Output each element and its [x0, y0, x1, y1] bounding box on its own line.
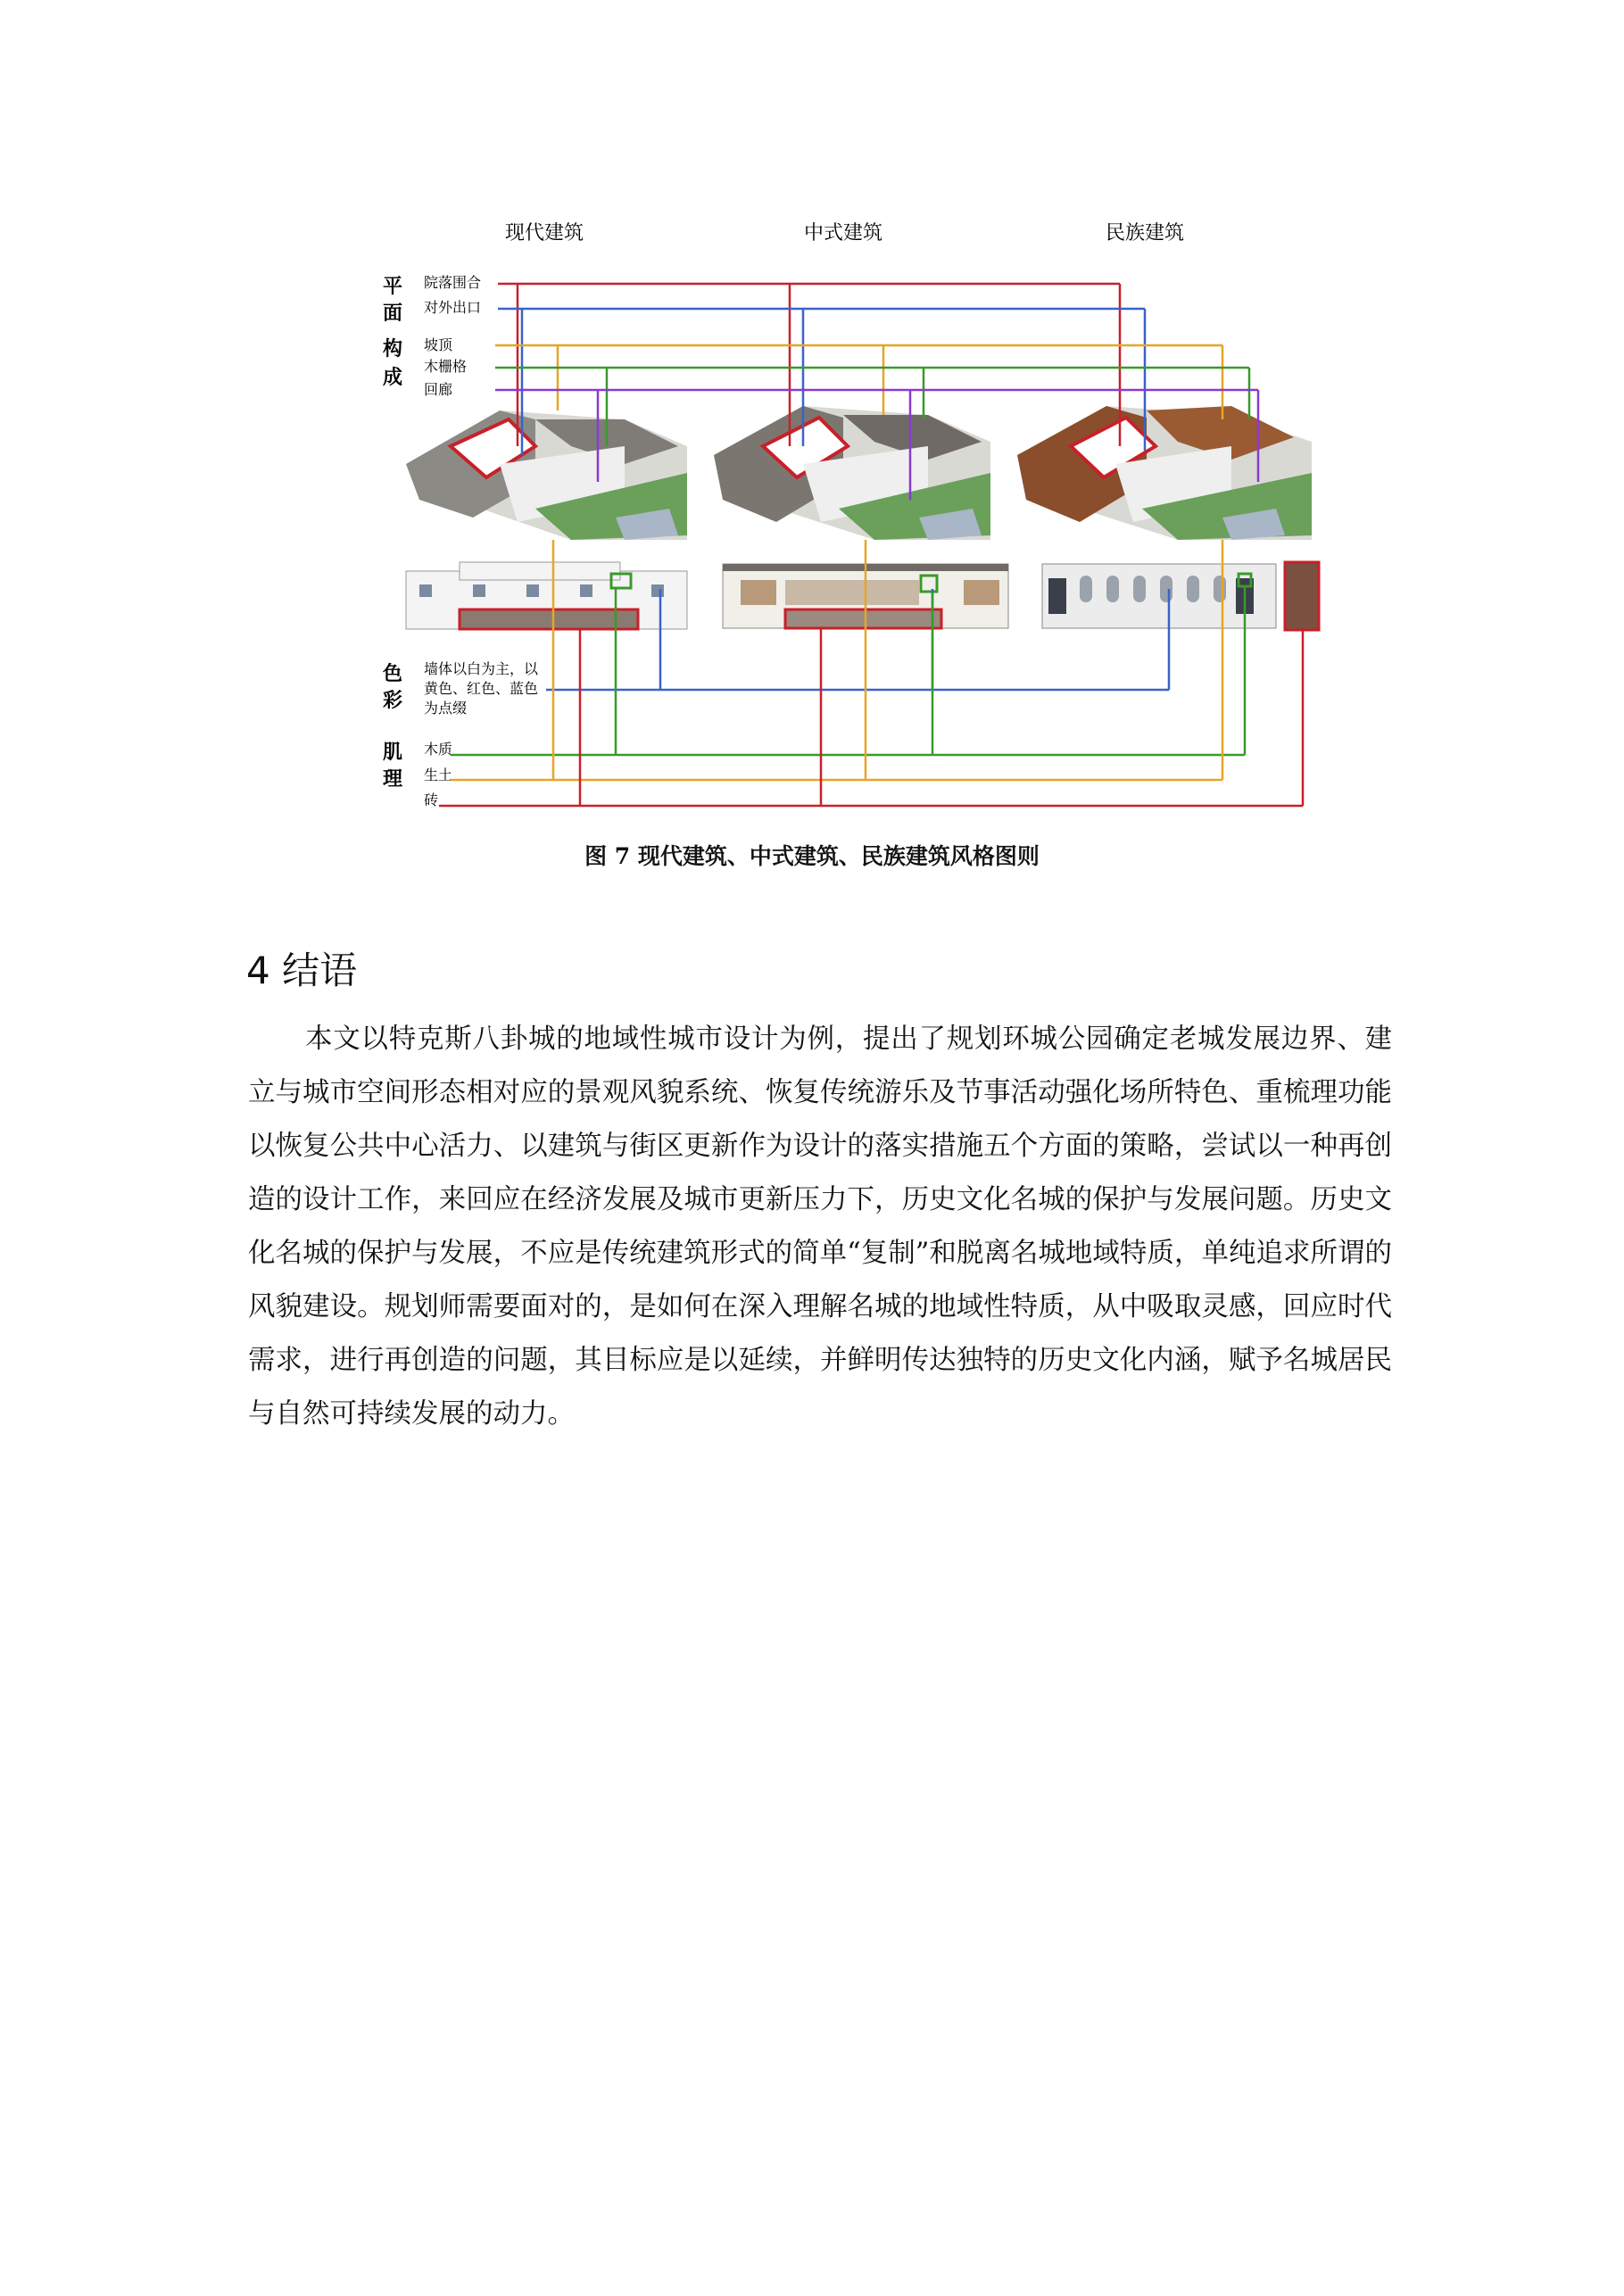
group-label-char: 色: [382, 663, 403, 685]
row-label-brick: 砖: [424, 792, 439, 808]
row-label-wood-grille: 木栅格: [424, 358, 468, 375]
column-title-chinese: 中式建筑: [803, 222, 883, 245]
row-label-raw-earth: 生土: [424, 767, 453, 783]
group-label-char: 平: [382, 276, 403, 298]
group-label-char: 彩: [382, 690, 403, 712]
row-label-corridor: 回廊: [424, 381, 453, 398]
aerial-modern-rendering: [406, 410, 687, 540]
group-label-char: 成: [382, 367, 403, 389]
elevation-ethnic: [1042, 562, 1319, 630]
row-label-courtyard: 院落围合: [424, 274, 482, 291]
row-label-exit: 对外出口: [424, 299, 482, 316]
column-title-modern: 现代建筑: [504, 222, 584, 245]
group-label-char: 肌: [382, 742, 403, 764]
aerial-ethnic-rendering: [1017, 406, 1312, 540]
row-label-wood: 木质: [424, 741, 453, 758]
aerial-chinese-rendering: [714, 406, 990, 540]
column-title-ethnic: 民族建筑: [1105, 222, 1185, 245]
style-guide-figure: [0, 0, 1624, 839]
group-label-char: 理: [382, 768, 403, 791]
figure-caption: 图 7 现代建筑、中式建筑、民族建筑风格图则: [584, 843, 1040, 869]
row-label-color-line3: 为点缀: [424, 700, 468, 717]
row-label-slope: 坡顶: [424, 336, 453, 353]
section-heading: 4 结语: [246, 949, 358, 992]
row-label-color-line1: 墙体以白为主，以: [424, 660, 539, 677]
group-label-char: 构: [382, 338, 403, 361]
elevation-modern: [406, 562, 687, 629]
row-label-color-line2: 黄色、红色、蓝色: [424, 680, 539, 697]
connector-lines: [439, 284, 1303, 806]
group-label-char: 面: [382, 303, 403, 325]
body-paragraph: 本文以特克斯八卦城的地域性城市设计为例，提出了规划环城公园确定老城发展边界、建立与城市空间形态相对应的景观风貌系统、恢复传统游乐及节事活动强化场所特色、重梳理功能以恢复公共中心活力、以建筑与街区更新作为设计的落实措施五个方面的策略，尝试以一种再创造的设计工作，来回应在经济发展及城市更新压力下，历史文化名城的保护与发展问题。历史文化名城的保护与发展，不应是传统建筑形式的简单“复制”和脱离名城地域特质，单纯追求所谓的风貌建设。规划师需要面对的，是如何在深入理解名城的地域性特质，从中吸取灵感，回应时代需求，进行再创造的问题，其目标应是以延续，并鲜明传达独特的历史文化内涵，赋予名城居民与自然可持续发展的动力。: [248, 1024, 1392, 1430]
